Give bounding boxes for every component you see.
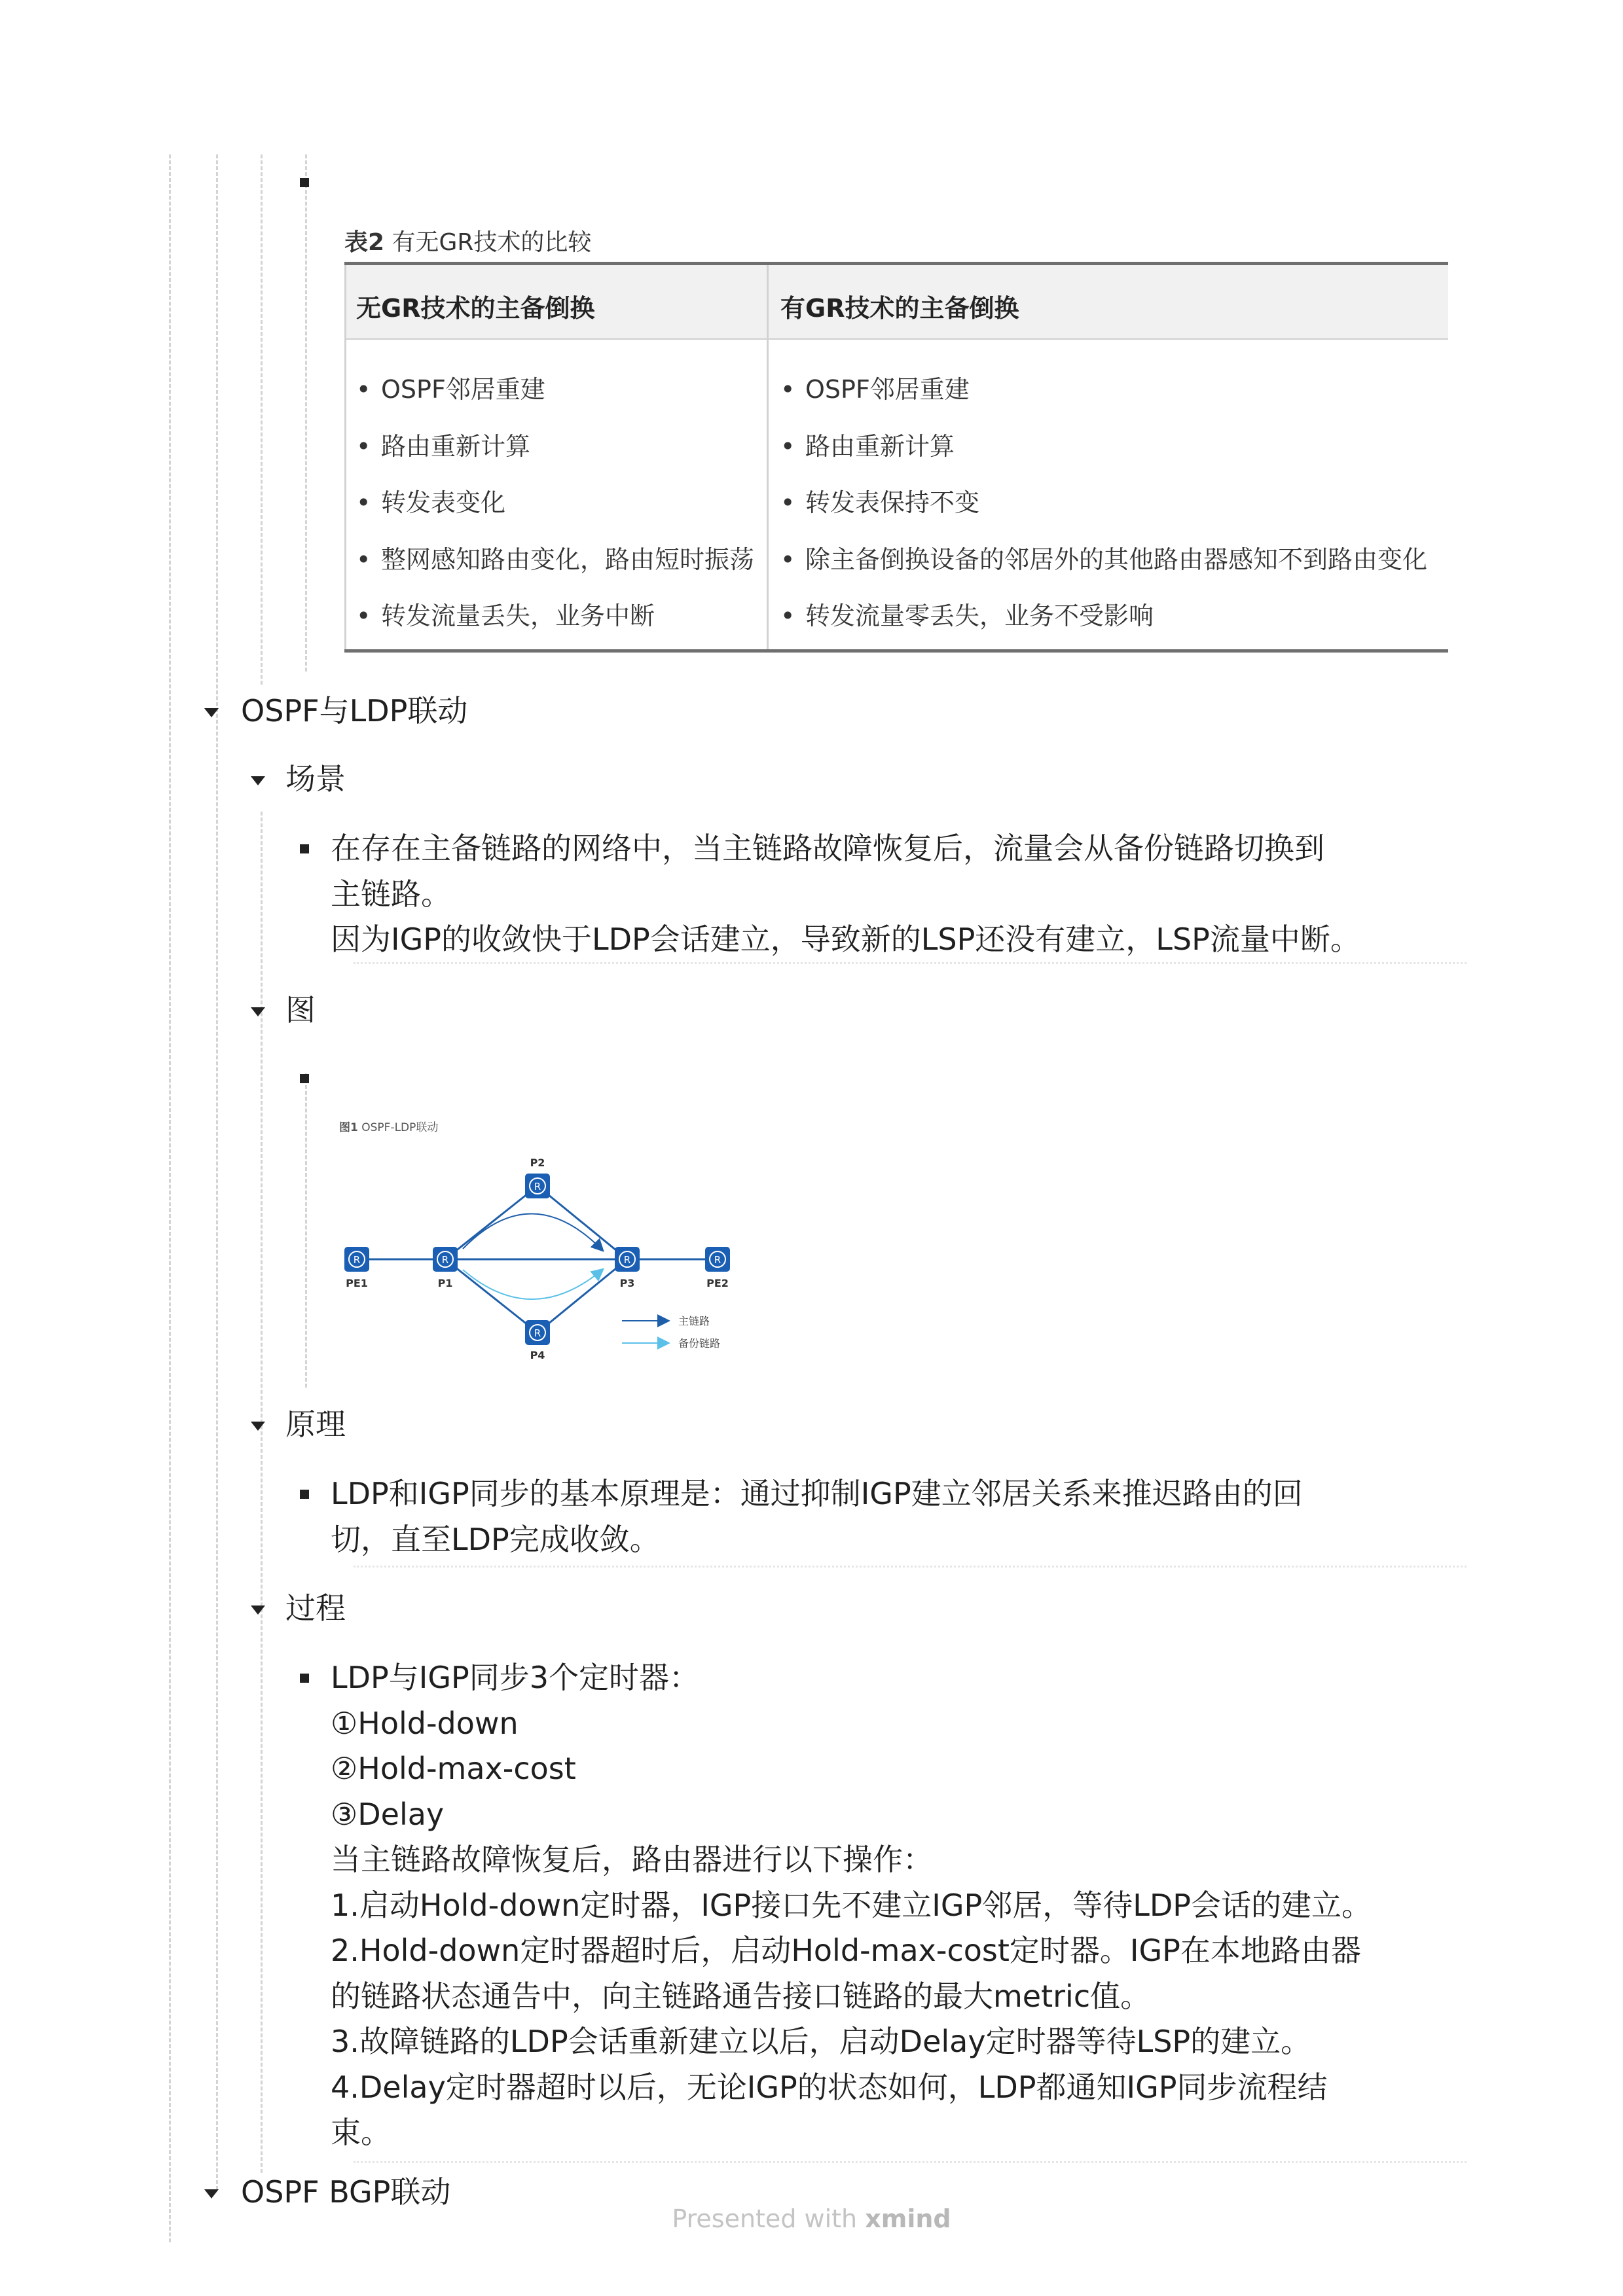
topic-principle[interactable]: 原理: [285, 1407, 346, 1442]
principle-text: LDP和IGP同步的基本原理是：通过抑制IGP建立邻居关系来推迟路由的回 切，直至LDP完成收敛。: [331, 1476, 1303, 1557]
list-item: • 转发流量零丢失，业务不受影响: [780, 588, 1427, 645]
gr-comparison-table: [344, 262, 1448, 655]
topic-ospf-bgp[interactable]: OSPF BGP联动: [241, 2174, 451, 2210]
collapse-toggle-icon[interactable]: [204, 708, 219, 717]
svg-text:R: R: [441, 1254, 449, 1266]
bullet: [300, 1490, 309, 1499]
tree-guide-level2: [261, 154, 263, 685]
bullet: [300, 1674, 309, 1683]
table-bottom-rule: [344, 649, 1448, 653]
list-item: • 转发表变化: [356, 475, 754, 531]
list-item: • 转发表保持不变: [780, 475, 1427, 531]
tree-guide-level1: [216, 154, 218, 2190]
main-path-arrow: [463, 1213, 602, 1250]
collapse-toggle-icon[interactable]: [251, 776, 265, 785]
backup-path-arrow: [463, 1270, 602, 1299]
bullet: [300, 844, 309, 853]
col2-list: [780, 361, 1427, 645]
router-p1-icon: [433, 1247, 458, 1272]
scene-text: 在存在主备链路的网络中，当主链路故障恢复后，流量会从备份链路切换到 主链路。 因为IGP的收敛快于LDP会话建立，导致新的LSP还没有建立，LSP流量中断。: [331, 831, 1360, 957]
label-p4: P4: [530, 1349, 545, 1361]
image-bullet: [300, 178, 309, 187]
legend-backup: 备份链路: [678, 1337, 721, 1350]
list-item: • 除主备倒换设备的邻居外的其他路由器感知不到路由变化: [780, 531, 1427, 588]
list-item: • OSPF邻居重建: [356, 361, 754, 418]
ospf-ldp-diagram: [335, 1113, 754, 1374]
list-item: • 整网感知路由变化，路由短时振荡: [356, 531, 754, 588]
list-item: • 路由重新计算: [780, 418, 1427, 475]
legend-main: 主链路: [678, 1315, 710, 1327]
footer-watermark: Presented with xmind: [672, 2204, 951, 2233]
collapse-toggle-icon[interactable]: [251, 1422, 265, 1431]
router-pe1-icon: [344, 1247, 369, 1272]
image-bullet: [300, 1074, 309, 1083]
topic-figure[interactable]: 图: [285, 992, 316, 1028]
col1-header: 无GR技术的主备倒换: [356, 294, 595, 323]
tree-guide-level3: [305, 154, 307, 672]
tree-guide-level0: [169, 154, 171, 2242]
table-header-rule: [344, 338, 1448, 340]
col1-list: [356, 361, 754, 645]
list-item: • 路由重新计算: [356, 418, 754, 475]
figure-caption: 图1 OSPF-LDP联动: [339, 1121, 439, 1134]
list-item: • OSPF邻居重建: [780, 361, 1427, 418]
router-p4-icon: [525, 1320, 550, 1345]
router-p2-icon: [525, 1174, 550, 1198]
svg-text:R: R: [714, 1254, 721, 1266]
tree-guide-level3-b: [305, 1073, 307, 1388]
table-caption: 表2 有无GR技术的比较: [344, 229, 592, 256]
process-text: LDP与IGP同步3个定时器： ①Hold-down ②Hold-max-cost ③Delay 当主链路故障恢复后，路由器进行以下操作： 1.启动Hold-down定时器，IGP接口先不建立IGP邻居，等待LDP会话的建立。 2.Hold-down定时器超时后，启动Hold-max-cost定时器。IGP在本地路由器 的链路状态通告中，向主链路通告接口链路的最大metric值。 3.故障链路的LDP会话重新建立以后，启动Delay定时器等待LSP的建立。 4.Delay定时器超时以后，无论IGP的状态如何，LDP都通知IGP同步流程结 束。: [331, 1660, 1372, 2150]
label-p1: P1: [437, 1277, 453, 1289]
table-left-border: [344, 265, 346, 649]
router-pe2-icon: [705, 1247, 730, 1272]
label-p3: P3: [619, 1277, 635, 1289]
svg-text:R: R: [623, 1254, 631, 1266]
table-column-divider: [767, 265, 769, 649]
topic-scene[interactable]: 场景: [285, 761, 346, 797]
collapse-toggle-icon[interactable]: [251, 1007, 265, 1016]
list-item: • 转发流量丢失，业务中断: [356, 588, 754, 645]
label-p2: P2: [530, 1157, 545, 1169]
collapse-toggle-icon[interactable]: [251, 1605, 265, 1615]
svg-text:R: R: [534, 1327, 541, 1339]
col2-header: 有GR技术的主备倒换: [780, 294, 1019, 323]
svg-text:R: R: [353, 1254, 361, 1266]
label-pe2: PE2: [706, 1277, 729, 1289]
svg-text:R: R: [534, 1181, 541, 1193]
topic-ospf-ldp[interactable]: OSPF与LDP联动: [241, 693, 468, 728]
label-pe1: PE1: [346, 1277, 368, 1289]
collapse-toggle-icon[interactable]: [204, 2189, 219, 2198]
router-p3-icon: [615, 1247, 640, 1272]
row-separator: [354, 1566, 1467, 1568]
links: [357, 1186, 627, 1333]
topic-process[interactable]: 过程: [285, 1590, 346, 1626]
row-separator: [354, 2161, 1467, 2163]
